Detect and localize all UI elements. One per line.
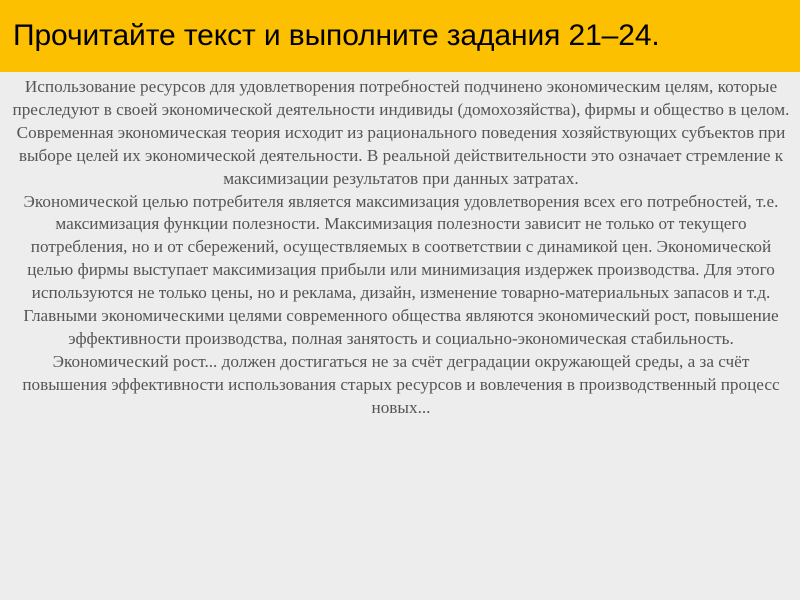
title-bar xyxy=(0,0,800,72)
slide-title: Прочитайте текст и выполните задания 21–24. xyxy=(13,19,660,52)
paragraph-1: Использование ресурсов для удовлетворения потребностей подчинено экономическим целям, которые преследуют в своей экономической деятельности индивиды (домохозяйства), фирмы и общество в целом. Современная экономическая теория исходит из рационального поведения хозяйствующих субъектов при выборе целей их экономической деятельности. В реальной действительности это означает стремление к максимизации результатов при данных затратах. xyxy=(12,77,790,188)
paragraph-3: Экономический рост... должен достигаться не за счёт деградации окружающей среды, а за счёт повышения эффективности использования старых ресурсов и вовлечения в производственный процесс новых... xyxy=(22,351,780,417)
paragraph-2: Экономической целью потребителя является максимизация удовлетворения всех его потребностей, т.е. максимизация функции полезности. Максимизация полезности зависит не только от текущего потребления, но и от сбережений, осуществляемых в соответствии с динамикой цен. Экономической целью фирмы выступает максимизация прибыли или минимизация издержек производства. Для этого используются не только цены, но и реклама, дизайн, изменение товарно-материальных запасов и т.д. Главными экономическими целями современного общества являются экономический рост, повышение эффективности производства, полная занятость и социально-экономическая стабильность. xyxy=(23,191,779,348)
body-text xyxy=(0,76,800,596)
